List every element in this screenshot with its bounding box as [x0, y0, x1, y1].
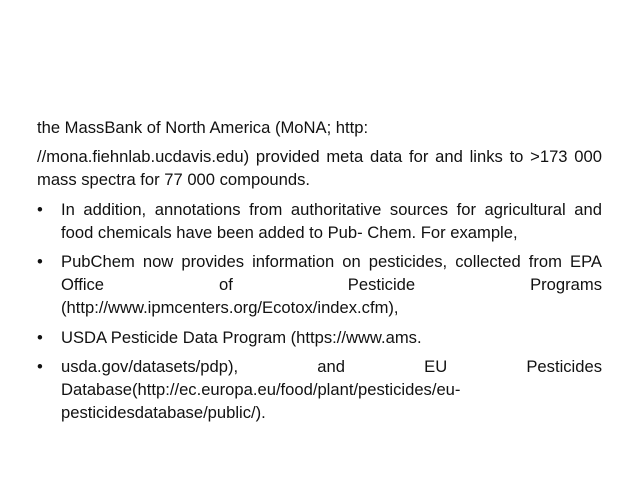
bullet-item-eu-database [37, 355, 602, 425]
bullet-icon: • [37, 199, 43, 219]
bullet-item-usda [37, 326, 602, 349]
bullet-icon: • [37, 252, 43, 272]
bullet-icon: • [37, 327, 43, 347]
bullet-text: usda.gov/datasets/pdp), and EU Pesticides Database(http://ec.europa.eu/food/plant/pesticides/eu- pesticidesdatabase/public/). [61, 356, 602, 423]
bullet-icon: • [37, 356, 43, 376]
bullet-item-pubchem-pesticides [37, 250, 602, 320]
paragraph-mona-details: //mona.fiehnlab.ucdavis.edu) provided meta data for and links to >173 000 mass spectra for 77 000 compounds. [37, 147, 602, 190]
paragraph-mona-intro: the MassBank of North America (MoNA; http: [37, 118, 369, 137]
bullet-text: PubChem now provides information on pesticides, collected from EPA Office of Pesticide Programs (http://www.ipmcenters.org/Ecotox/index.cfm), [61, 252, 602, 318]
bullet-text: In addition, annotations from authoritative sources for agricultural and food chemicals have been added to Pub- Chem. For example, [61, 199, 602, 242]
slide-body [37, 116, 602, 430]
bullet-item-annotations [37, 198, 602, 244]
bullet-text: USDA Pesticide Data Program (https://www.ams. [61, 327, 422, 347]
